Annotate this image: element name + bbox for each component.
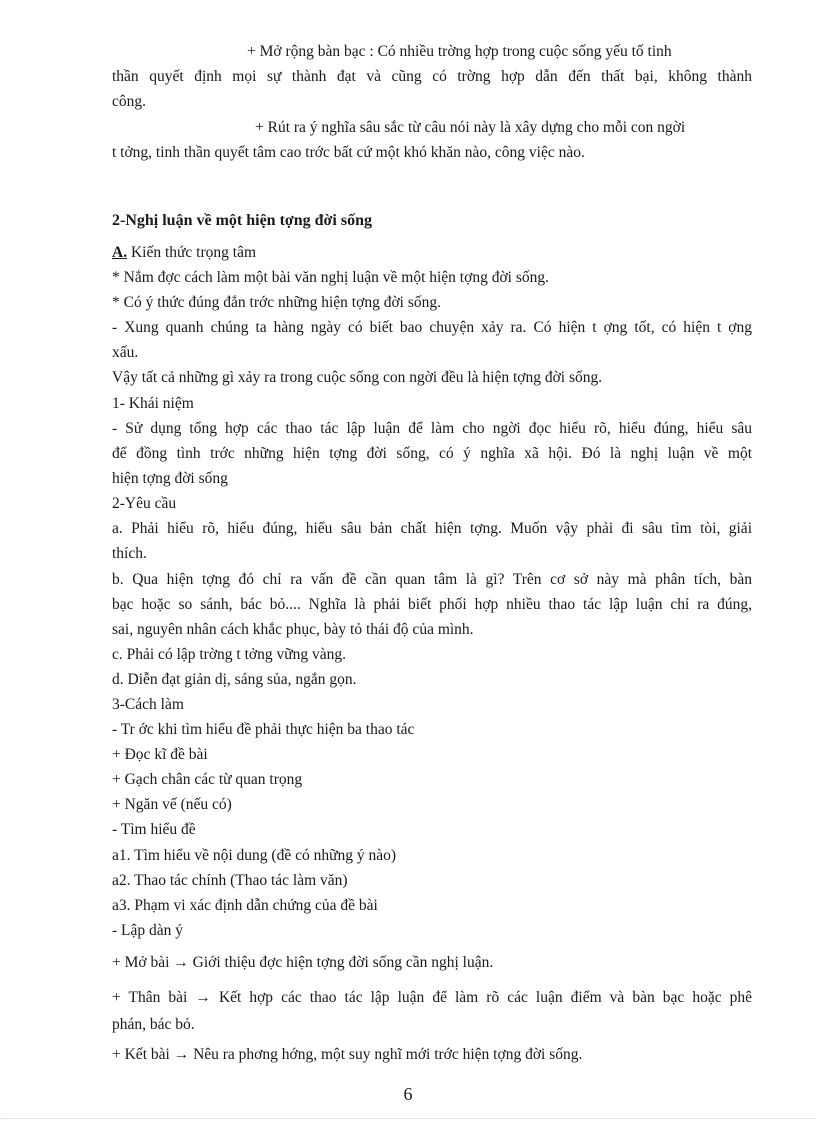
text-line: + Mở rộng bàn bạc : Có nhiều trờng hợp trong cuộc sống yếu tố tinh bbox=[247, 43, 672, 60]
arrow-icon: → bbox=[173, 954, 189, 971]
text-line: - Xung quanh chúng ta hàng ngày có biết bao chuyện xảy ra. Có hiện t ợng tốt, có hiện t ợng bbox=[112, 319, 752, 336]
text-line: xấu. bbox=[112, 344, 139, 361]
text-line: * Có ý thức đúng đắn trớc những hiện tợng đời sống. bbox=[112, 294, 441, 311]
text-line: b. Qua hiện tợng đó chỉ ra vấn đề cần quan tâm là gì? Trên cơ sở này mà phân tích, bàn bbox=[112, 571, 752, 588]
section-title: Kiến thức trọng tâm bbox=[130, 244, 257, 261]
than-bai-label: + Thân bài bbox=[112, 989, 188, 1006]
text-line: d. Diễn đạt giản dị, sáng sủa, ngắn gọn. bbox=[112, 671, 357, 688]
mo-bai-text: Giới thiệu đợc hiện tợng đời sống cần nghị luận. bbox=[192, 954, 494, 971]
arrow-icon: → bbox=[173, 1046, 190, 1063]
page-number: 6 bbox=[403, 1084, 413, 1104]
text-line: thần quyết định mọi sự thành đạt và cũng có trờng hợp dẫn đến thất bại, không thành bbox=[112, 68, 752, 85]
arrow-icon: → bbox=[195, 989, 211, 1006]
ket-bai-label: + Kết bài bbox=[112, 1046, 170, 1063]
section-label: A. bbox=[112, 244, 128, 261]
text-line: - Tìm hiểu đề bbox=[112, 821, 196, 838]
text-line: 2-Yêu cầu bbox=[112, 495, 177, 512]
text-line bbox=[112, 953, 752, 973]
text-line: Vậy tất cả những gì xảy ra trong cuộc sống con ngời đều là hiện tợng đời sống. bbox=[112, 369, 603, 386]
text-line: - Tr ớc khi tìm hiểu đề phải thực hiện ba thao tác bbox=[112, 721, 415, 738]
mo-bai-label: + Mở bài bbox=[112, 954, 170, 971]
text-line: công. bbox=[112, 93, 147, 110]
than-bai-text: Kết hợp các thao tác lập luận để làm rõ các luận điểm và bàn bạc hoặc phê bbox=[218, 989, 753, 1006]
section-heading: 2-Nghị luận về một hiện tợng đời sống bbox=[112, 212, 372, 229]
text-line: - Lập dàn ý bbox=[112, 922, 184, 939]
text-line: 3-Cách làm bbox=[112, 696, 184, 713]
text-line: - Sử dụng tổng hợp các thao tác lập luận để làm cho ngời đọc hiểu rõ, hiểu đúng, hiểu sâu bbox=[112, 420, 752, 437]
text-line: + Gạch chân các từ quan trọng bbox=[112, 771, 303, 788]
text-line: + Ngăn vế (nếu có) bbox=[112, 796, 232, 813]
text-line: sai, nguyên nhân cách khắc phục, bày tỏ thái độ của mình. bbox=[112, 621, 474, 638]
text-line: để đồng tình trớc những hiện tợng đời sống, có ý nghĩa xã hội. Đó là nghị luận về một bbox=[112, 445, 752, 462]
text-line: 1- Khái niệm bbox=[112, 395, 194, 412]
text-line: + Rút ra ý nghĩa sâu sắc từ câu nói này là xây dựng cho mỗi con ngời bbox=[255, 119, 686, 136]
text-line: thích. bbox=[112, 545, 147, 562]
page-footer-divider bbox=[0, 1118, 816, 1120]
text-line: hiện tợng đời sống bbox=[112, 470, 228, 487]
text-line bbox=[112, 243, 752, 263]
text-line: a. Phải hiểu rõ, hiểu đúng, hiểu sâu bản chất hiện tợng. Muốn vậy phải đi sâu tìm tòi, giải bbox=[112, 520, 752, 537]
text-line: a3. Phạm vi xác định dẫn chứng của đề bài bbox=[112, 897, 378, 914]
text-line: * Nắm đợc cách làm một bài văn nghị luận về một hiện tợng đời sống. bbox=[112, 269, 549, 286]
text-line: a1. Tìm hiểu về nội dung (đề có những ý nào) bbox=[112, 847, 397, 864]
text-line: c. Phải có lập trờng t tởng vững vàng. bbox=[112, 646, 347, 663]
text-line: t tởng, tinh thần quyết tâm cao trớc bất cứ một khó khăn nào, công việc nào. bbox=[112, 144, 585, 161]
text-line: a2. Thao tác chính (Thao tác làm văn) bbox=[112, 872, 348, 889]
ket-bai-text: Nêu ra phơng hớng, một suy nghĩ mới trớc hiện tợng đời sống. bbox=[193, 1046, 583, 1063]
text-line: bạc hoặc so sánh, bác bỏ.... Nghĩa là phải biết phối hợp nhiều thao tác lập luận chỉ ra đúng, bbox=[112, 596, 752, 613]
text-line: + Đọc kĩ đề bài bbox=[112, 746, 208, 763]
text-line bbox=[112, 988, 752, 1008]
text-line bbox=[112, 1045, 752, 1065]
text-line: phán, bác bỏ. bbox=[112, 1016, 195, 1033]
